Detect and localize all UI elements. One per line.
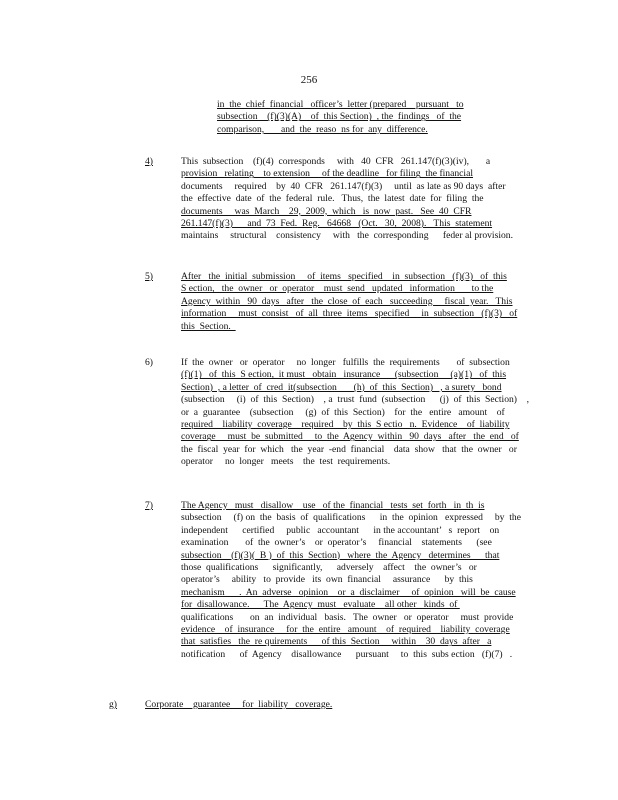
item-5-paragraph [181,271,541,333]
text-line: or a guarantee (subsection (g) of this Section) for the entire amount of [181,406,505,418]
text-line: Agency within 90 days after the close of each succeeding fiscal year. This [181,295,513,307]
text-line: 261.147(f)(3) and 73 Fed. Reg. 64668 (Oct. 30, 2008). This statement [181,218,493,230]
text-line: documents required by 40 CFR 261.147(f)(3) until as late as 90 days after [181,180,506,192]
intro-paragraph [217,99,517,136]
text-line: (subsection (i) of this Section) , a trust fund (subsection (j) of this Section) , [181,394,529,406]
text-line: This subsection (f)(4) corresponds with 40 CFR 261.147(f)(3)(iv), a [181,156,491,167]
item-label-4: 4) [145,156,153,167]
text-line: documents was March 29, 2009, which is now past. See 40 CFR [181,205,472,217]
item-label-6: 6) [145,357,153,368]
text-line: that satisfies the re quirements of this Section within 30 days after a [181,636,492,648]
item-label-5: 5) [145,271,153,282]
text-line: Section) , a letter of cred it(subsection (h) of this Section) , a surety bond [181,381,502,393]
item-7-paragraph [181,500,541,661]
text-line: independent certified public accountant in the accountant’ s report on [181,524,500,536]
subsection-heading-g: Corporate guarantee for liability coverage. [145,699,333,710]
item-4-paragraph [181,156,541,243]
text-line: notification of Agency disallowance pursuant to this subs ection (f)(7) . [181,648,513,660]
text-line: subsection (f)(3)( B ) of this Section) where the Agency determines that [181,549,500,561]
text-line: in the chief financial officer’s letter (prepared pursuant to [217,99,464,110]
text-line: evidence of insurance for the entire amount of required liability coverage [181,624,510,636]
text-line: this Section. [181,320,236,332]
text-line: comparison, and the reaso ns for any difference. [217,123,428,135]
text-line: S ection, the owner or operator must send updated information to the [181,283,494,295]
text-line: operator’s ability to provide its own financial assurance by this [181,574,473,586]
text-line: mechanism . An adverse opinion or a disclaimer of opinion will be cause [181,586,516,598]
text-line: coverage must be submitted to the Agency within 90 days after the end of [181,431,519,443]
subsection-label-g: g) [109,699,117,710]
text-line: those qualifications significantly, adversely affect the owner’s or [181,562,477,574]
text-line: required liability coverage required by this S ectio n. Evidence of liability [181,419,510,431]
text-line: for disallowance. The Agency must evaluate all other kinds of [181,599,460,611]
text-line: subsection (f)(3)(A) of this Section) , the findings of the [217,111,462,123]
text-line: provision relating to extension of the deadline for filing the financial [181,168,474,180]
text-line: If the owner or operator no longer fulfills the requirements of subsection [181,357,510,368]
text-line: qualifications on an individual basis. The owner or operator must provide [181,611,514,623]
text-line: The Agency must disallow use of the financial tests set forth in th is [181,500,485,511]
item-6-paragraph [181,357,541,469]
page-number: 256 [300,74,318,86]
text-line: (f)(1) of this S ection, it must obtain insurance (subsection (a)(1) of this [181,369,507,381]
text-line: subsection (f) on the basis of qualifications in the opinion expressed by the [181,512,521,524]
text-line: examination of the owner’s or operator’s financial statements (see [181,537,492,549]
text-line: the effective date of the federal rule. Thus, the latest date for filing the [181,193,484,205]
text-line: operator no longer meets the test requirements. [181,456,391,468]
text-line: the fiscal year for which the year -end financial data show that the owner or [181,443,517,455]
text-line: information must consist of all three items specified in subsection (f)(3) of [181,308,518,320]
text-line: maintains structural consistency with the corresponding feder al provision. [181,230,513,242]
item-label-7: 7) [145,500,153,511]
text-line: After the initial submission of items specified in subsection (f)(3) of this [181,271,507,282]
